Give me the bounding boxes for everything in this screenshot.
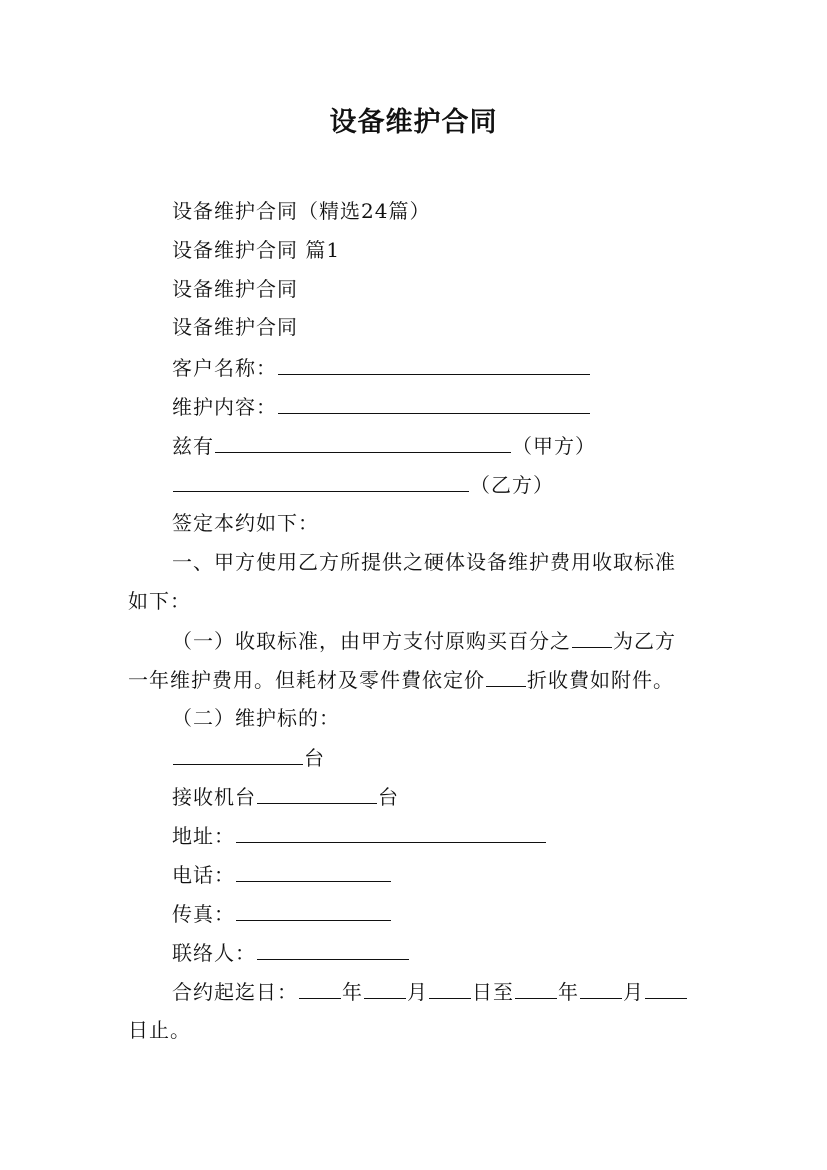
receiver-unit: 台 (378, 785, 399, 809)
heading-line-b: 设备维护合同 (172, 315, 298, 339)
contact-line (172, 939, 410, 966)
customer-name-label: 客户名称： (172, 356, 277, 380)
clause-one-line-1: 一、甲方使用乙方所提供之硬体设备维护费用收取标准 (172, 550, 676, 574)
start-month-label: 月 (407, 980, 428, 1004)
discount-blank[interactable] (486, 666, 526, 687)
party-a-line (172, 432, 596, 459)
day-to-label: 日至 (472, 980, 514, 1004)
units-label: 台 (304, 746, 325, 770)
units-blank[interactable] (173, 744, 303, 765)
fax-line (172, 900, 392, 927)
party-b-suffix: （乙方） (470, 473, 554, 497)
sub-clause-one-text-b: 为乙方 (613, 629, 676, 653)
subtitle-line: 设备维护合同（精选24篇） (172, 199, 431, 223)
party-b-blank[interactable] (173, 471, 469, 492)
sub-clause-one-line-1 (172, 627, 676, 654)
start-month-blank[interactable] (364, 978, 406, 999)
address-blank[interactable] (236, 822, 546, 843)
sub-clause-one-text-d: 折收費如附件。 (527, 668, 674, 692)
fax-label: 传真： (172, 902, 235, 926)
maintenance-content-blank[interactable] (278, 393, 590, 414)
party-b-line (172, 471, 554, 498)
term-label: 合约起迄日： (172, 980, 298, 1004)
receiver-line (172, 783, 399, 810)
party-a-prefix: 兹有 (172, 434, 214, 458)
end-year-label: 年 (558, 980, 579, 1004)
address-label: 地址： (172, 824, 235, 848)
maintenance-content-line (172, 393, 591, 420)
address-line (172, 822, 547, 849)
units-line (172, 744, 325, 771)
start-year-blank[interactable] (299, 978, 341, 999)
customer-name-line (172, 354, 591, 381)
end-year-blank[interactable] (515, 978, 557, 999)
phone-blank[interactable] (236, 861, 391, 882)
start-year-label: 年 (342, 980, 363, 1004)
sub-clause-one-line-2 (128, 666, 674, 693)
heading-line-a: 设备维护合同 (172, 277, 298, 301)
end-month-label: 月 (623, 980, 644, 1004)
phone-label: 电话： (172, 863, 235, 887)
percentage-blank[interactable] (572, 627, 612, 648)
sub-clause-two-line: （二）维护标的： (172, 706, 340, 730)
chapter-line: 设备维护合同 篇1 (172, 238, 341, 262)
clause-one-line-2: 如下： (128, 589, 191, 613)
party-a-blank[interactable] (215, 432, 511, 453)
document-title: 设备维护合同 (329, 107, 498, 138)
sub-clause-one-text-c: 一年维护费用。但耗材及零件費依定价 (128, 668, 485, 692)
start-day-blank[interactable] (429, 978, 471, 999)
end-month-blank[interactable] (580, 978, 622, 999)
phone-line (172, 861, 392, 888)
term-end-line: 日止。 (128, 1018, 191, 1042)
term-line (172, 978, 688, 1005)
party-a-suffix: （甲方） (512, 434, 596, 458)
maintenance-content-label: 维护内容： (172, 395, 277, 419)
agreement-line: 签定本约如下： (172, 511, 319, 535)
contact-label: 联络人： (172, 941, 256, 965)
customer-name-blank[interactable] (278, 354, 590, 375)
sub-clause-one-text-a: （一）收取标准，由甲方支付原购买百分之 (172, 629, 571, 653)
receiver-blank[interactable] (257, 783, 377, 804)
contact-blank[interactable] (257, 939, 409, 960)
receiver-label: 接收机台 (172, 785, 256, 809)
end-day-blank[interactable] (645, 978, 687, 999)
fax-blank[interactable] (236, 900, 391, 921)
